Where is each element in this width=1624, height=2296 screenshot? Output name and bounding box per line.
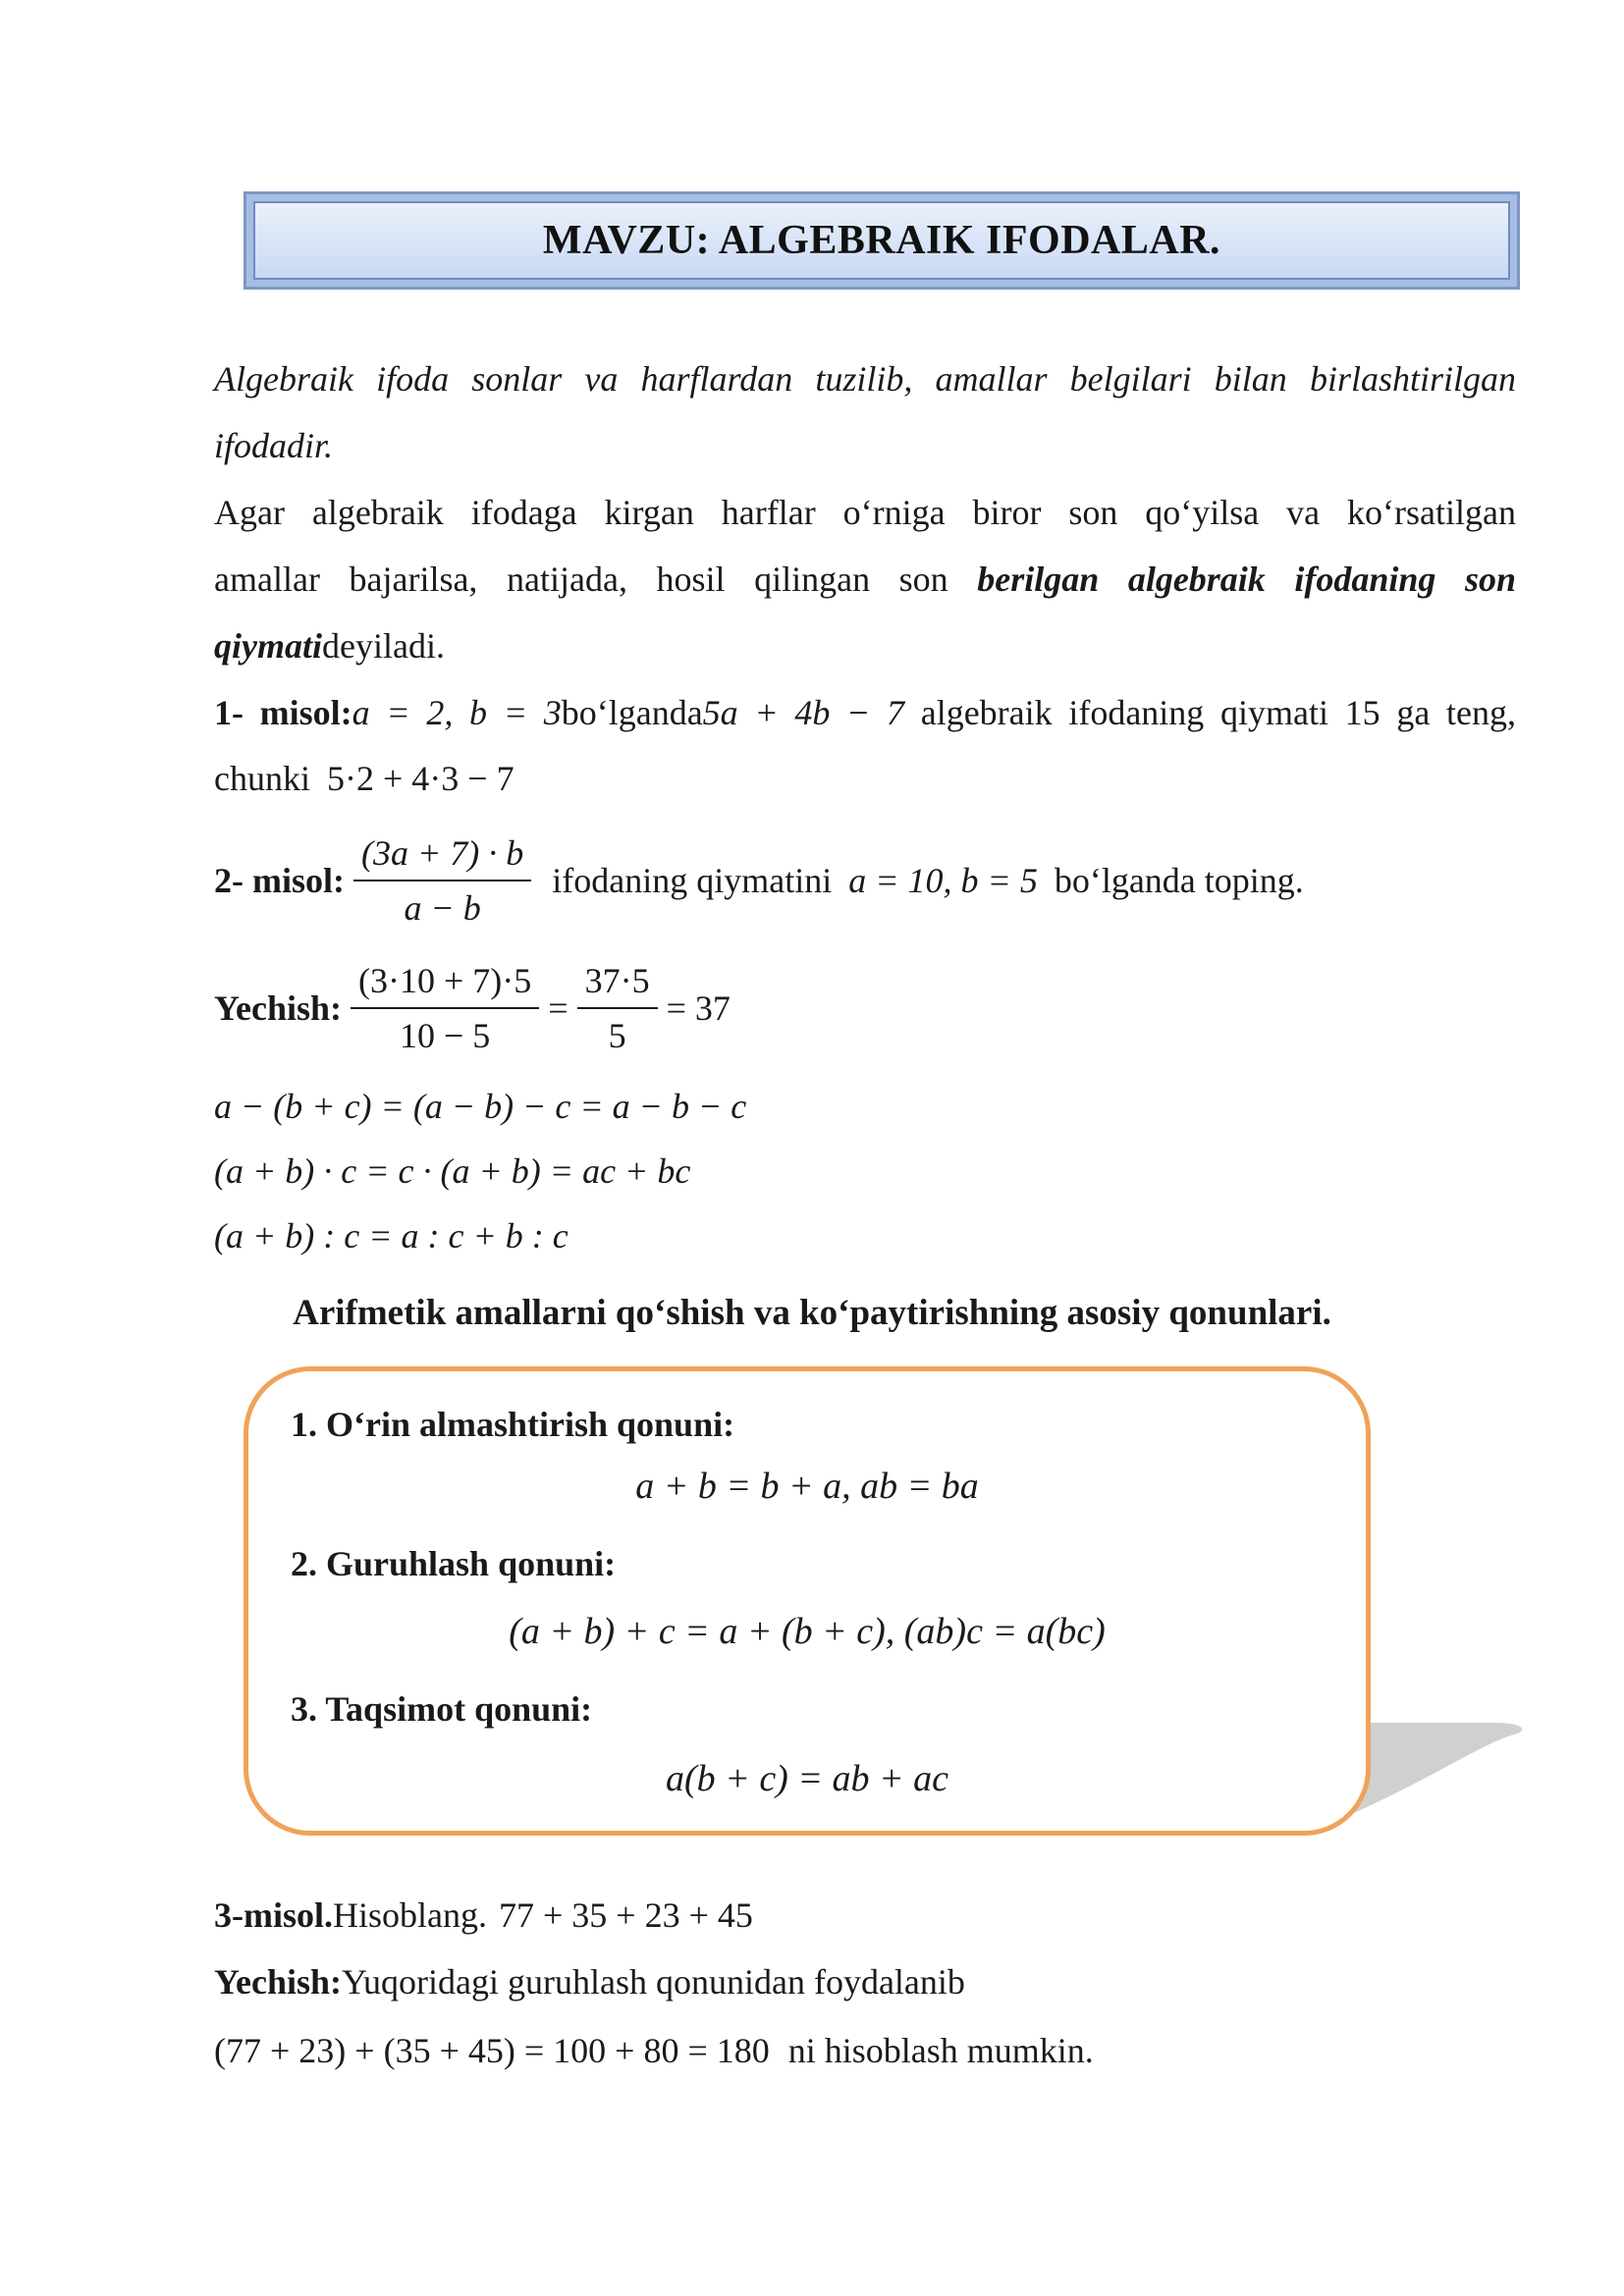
solution2-fraction-2 (577, 954, 658, 1062)
para2-line-3 (214, 613, 1516, 679)
example1-expr: 5a + 4b − 7 (702, 693, 905, 732)
example2-label: 2- misol: (214, 861, 345, 900)
example2-values: a = 10, b = 5 (848, 861, 1038, 900)
solution3-calc-line (214, 2030, 1094, 2071)
example3-line (214, 1895, 753, 1936)
solution2-denominator-1: 10 − 5 (399, 1016, 491, 1055)
solution3-label: Yechish: (214, 1962, 343, 2002)
example1-line (214, 679, 1516, 746)
example1-cond-suffix: bo‘lganda (561, 693, 703, 732)
solution2-label: Yechish: (214, 988, 343, 1028)
solution2-denominator-2: 5 (608, 1016, 626, 1055)
para2-line-2-start: amallar bajarilsa, natijada, hosil qilingan son (214, 560, 948, 599)
example2-text-before: ifodaning qiymatini (552, 861, 833, 900)
example2-text-after: bo‘lganda toping. (1054, 861, 1304, 900)
law-1-formula: a + b = b + a, ab = ba (635, 1466, 979, 1507)
law-2-formula: (a + b) + c = a + (b + c), (ab)c = a(bc) (509, 1611, 1106, 1652)
law-3-title: 3. Taqsimot qonuni: (291, 1689, 593, 1729)
example3-label: 3-misol. (214, 1896, 333, 1935)
example1-chunki: chunki (214, 759, 310, 798)
solution2-numerator-1: (3·10 + 7)·5 (351, 954, 539, 1009)
identity-1: a − (b + c) = (a − b) − c = a − b − c (214, 1087, 747, 1126)
example2-fraction (353, 827, 531, 934)
identity-2: (a + b) · c = c · (a + b) = ac + bc (214, 1151, 691, 1191)
solution2-result: = 37 (666, 988, 731, 1028)
para2-line-3-rest: deyiladi. (322, 626, 445, 666)
example2-denominator: a − b (404, 888, 481, 928)
law-2-title: 2. Guruhlash qonuni: (291, 1544, 617, 1583)
solution2-fraction-1 (351, 954, 539, 1062)
example3-text: Hisoblang. (333, 1896, 487, 1935)
laws-heading: Arifmetik amallarni qo‘shish va ko‘paytirishning asosiy qonunlari. (293, 1293, 1331, 1333)
intro-line-1: Algebraik ifoda sonlar va harflardan tuzilib, amallar belgilari bilan birlashtirilgan (214, 359, 1516, 399)
solution3-line (214, 1961, 965, 2002)
solution2-line (214, 954, 731, 1062)
example1-cond: a = 2, b = 3 (352, 693, 562, 732)
title-banner (244, 191, 1520, 290)
solution2-numerator-2: 37·5 (577, 954, 658, 1009)
example2-line (214, 827, 1304, 934)
example1-calc: 5·2 + 4·3 − 7 (326, 759, 514, 798)
identity-3: (a + b) : c = a : c + b : c (214, 1216, 568, 1255)
para2-line-2-bold: berilgan algebraik ifodaning son (977, 560, 1517, 599)
law-1-title: 1. O‘rin almashtirish qonuni: (291, 1405, 735, 1444)
para2-line-1: Agar algebraik ifodaga kirgan harflar o‘rniga biror son qo‘yilsa va ko‘rsatilgan (214, 493, 1516, 532)
solution3-calc: (77 + 23) + (35 + 45) = 100 + 80 = 180 (214, 2031, 770, 2070)
example1-calc-line (214, 758, 514, 799)
example1-label: 1- misol: (214, 693, 352, 732)
solution3-suffix: ni hisoblash mumkin. (787, 2031, 1094, 2070)
intro-line-2: ifodadir. (214, 426, 334, 465)
para2-line-3-bold: qiymati (214, 626, 322, 666)
law-3-formula: a(b + c) = ab + ac (666, 1758, 948, 1799)
page-title: MAVZU: ALGEBRAIK IFODALAR. (542, 218, 1221, 263)
example1-text: algebraik ifodaning qiymati 15 ga teng, (920, 693, 1517, 732)
solution3-text: Yuqoridagi guruhlash qonunidan foydalanib (342, 1962, 965, 2002)
solution2-equals: = (548, 988, 568, 1028)
example3-expr: 77 + 35 + 23 + 45 (499, 1896, 753, 1935)
para2-line-2 (214, 546, 1516, 613)
example2-numerator: (3a + 7) · b (353, 827, 531, 881)
